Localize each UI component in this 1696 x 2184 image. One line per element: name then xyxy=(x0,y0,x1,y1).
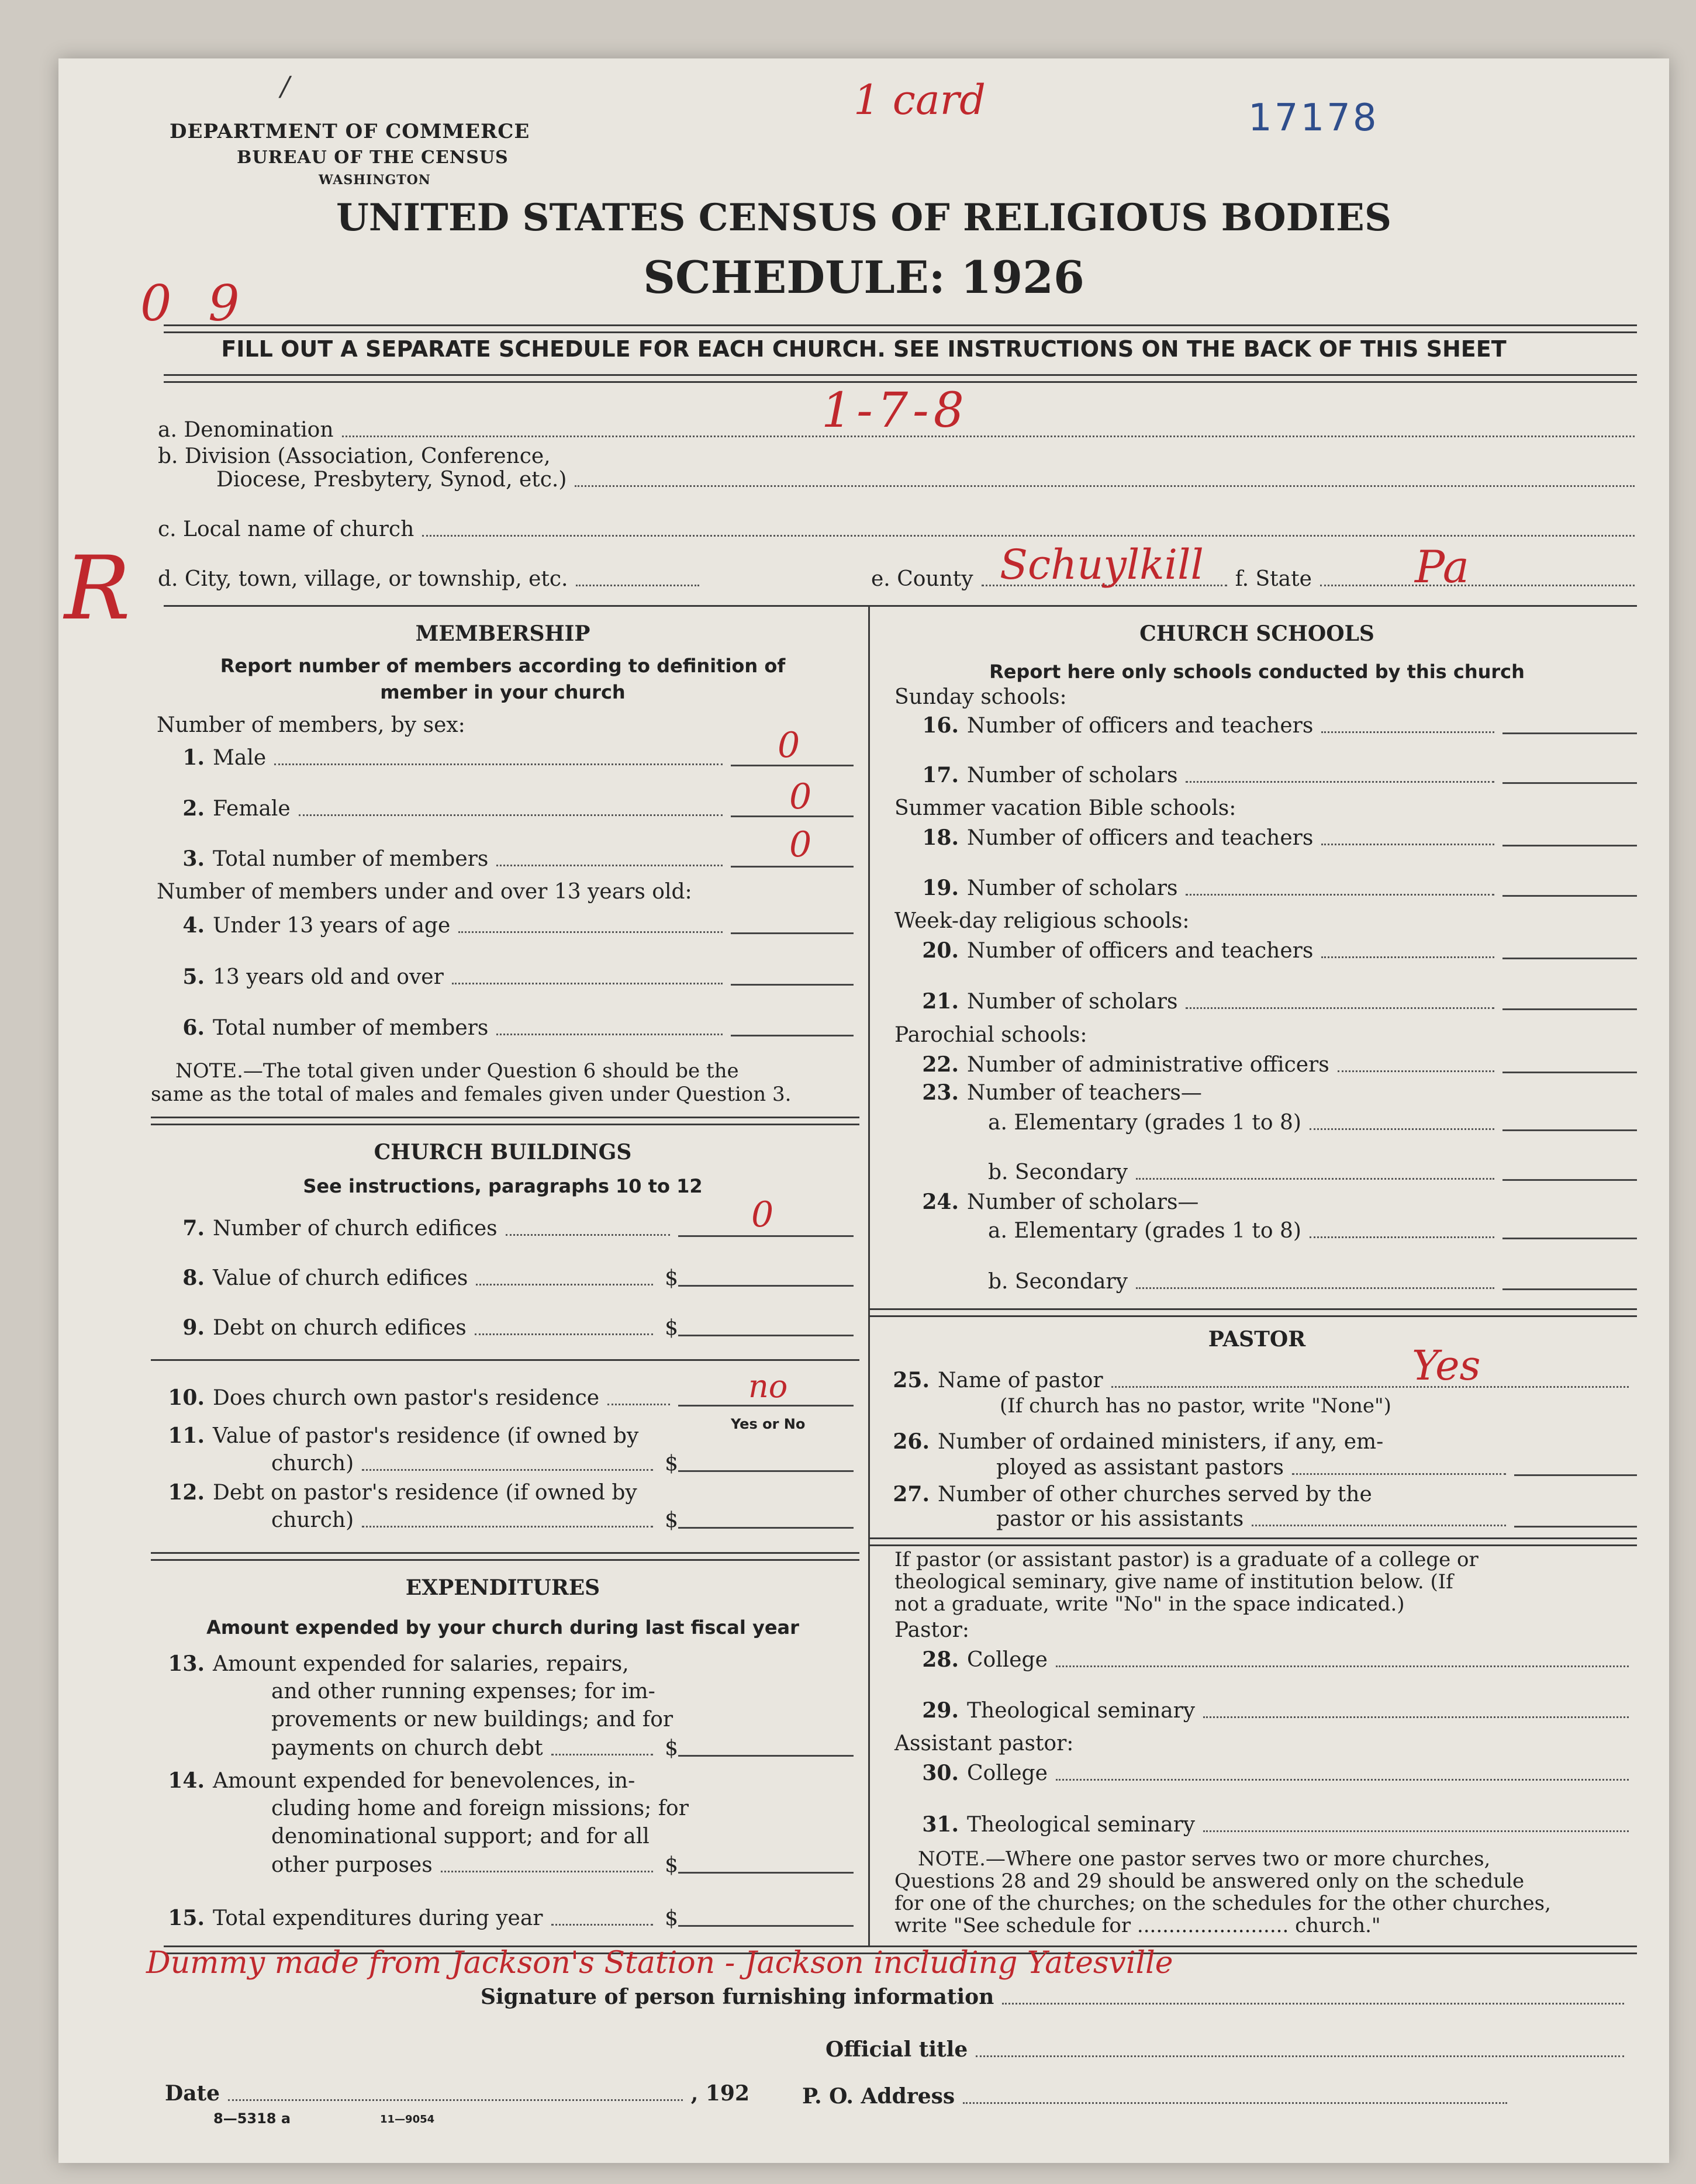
q2-label: Female xyxy=(213,797,291,821)
official-title-label: Official title xyxy=(825,2037,968,2062)
q13-label-3: provements or new buildings; and for xyxy=(271,1708,673,1732)
dotted-line xyxy=(441,1870,653,1872)
po-address-label: P. O. Address xyxy=(802,2084,955,2109)
q4-label: Under 13 years of age xyxy=(213,914,451,938)
q14-label-1: Amount expended for benevolences, in- xyxy=(213,1769,635,1793)
section-rule xyxy=(151,1359,859,1361)
membership-note-2: same as the total of males and females given under Question 3. xyxy=(151,1083,792,1106)
dotted-line xyxy=(1002,2002,1624,2005)
schools-title: CHURCH SCHOOLS xyxy=(1139,621,1374,646)
q13-running-expenses[interactable] xyxy=(271,1736,854,1760)
pastor-note-2: Questions 28 and 29 should be answered only on the schedule xyxy=(894,1869,1525,1893)
q17-sunday-scholars[interactable] xyxy=(918,763,1637,787)
bureau-label: BUREAU OF THE CENSUS xyxy=(237,147,509,168)
signature-label: Signature of person furnishing information xyxy=(481,1985,994,2009)
members-by-sex-text: Number of members, by sex: xyxy=(157,713,465,737)
q21-label: Number of scholars xyxy=(967,990,1178,1014)
division-label-2: Diocese, Presbytery, Synod, etc.) xyxy=(216,468,567,492)
q24b-blank[interactable] xyxy=(1502,1288,1637,1290)
q20-weekday-teachers[interactable] xyxy=(918,938,1637,963)
weekday-schools-label xyxy=(894,909,1189,933)
dotted-line xyxy=(1338,1070,1494,1072)
county-label: e. County xyxy=(871,567,973,591)
dotted-line xyxy=(496,1033,723,1035)
q3-number: 3. xyxy=(182,846,205,871)
q12-label-1: Debt on pastor's residence (if owned by xyxy=(213,1481,637,1505)
pastor-title: PASTOR xyxy=(1208,1327,1306,1352)
signature-value: Dummy made from Jackson's Station - Jackson including Yatesville xyxy=(146,1945,1173,1981)
q26-label-2: ployed as assistant pastors xyxy=(996,1456,1284,1480)
q7-edifices[interactable] xyxy=(164,1216,854,1240)
header-rule-top xyxy=(164,324,1637,333)
dotted-line xyxy=(458,931,723,933)
q3-blank[interactable] xyxy=(731,865,854,868)
dotted-line xyxy=(1186,1007,1494,1009)
q4-number: 4. xyxy=(182,913,205,938)
q18-number: 18. xyxy=(922,825,959,850)
schools-sub: Report here only schools conducted by this church xyxy=(989,661,1525,683)
column-divider xyxy=(868,605,870,1947)
q5-number: 5. xyxy=(182,965,205,989)
dotted-line xyxy=(1321,843,1494,845)
q13-label-4: payments on church debt xyxy=(271,1736,543,1760)
q4-under-13[interactable] xyxy=(164,913,854,938)
q5-13-and-over[interactable] xyxy=(164,965,854,989)
q16-number: 16. xyxy=(922,713,959,738)
q20-number: 20. xyxy=(922,938,959,963)
q8-number: 8. xyxy=(182,1266,205,1290)
field-division[interactable] xyxy=(216,468,1643,492)
q11-label-1: Value of pastor's residence (if owned by xyxy=(213,1424,639,1448)
official-title-field[interactable] xyxy=(825,2037,1632,2062)
membership-title: MEMBERSHIP xyxy=(415,621,590,646)
dotted-line xyxy=(299,814,723,816)
form-number-1: 8—5318 a xyxy=(213,2110,291,2127)
year-prefix: , 192 xyxy=(690,2081,749,2106)
q31-number: 31. xyxy=(922,1812,959,1837)
members-by-age-label xyxy=(157,880,692,904)
dotted-line xyxy=(1321,956,1494,958)
sunday-schools-text: Sunday schools: xyxy=(894,685,1067,709)
dotted-line xyxy=(1186,780,1494,783)
q6-label: Total number of members xyxy=(213,1016,489,1040)
q17-label: Number of scholars xyxy=(967,763,1178,787)
instruction-text: FILL OUT A SEPARATE SCHEDULE FOR EACH CHURCH. SEE INSTRUCTIONS ON THE BACK OF THIS SHEET xyxy=(221,336,1507,362)
q7-value: 0 xyxy=(751,1194,774,1235)
q28-pastor-college[interactable] xyxy=(918,1647,1637,1672)
header-rule-bottom xyxy=(164,374,1637,383)
q23b-blank[interactable] xyxy=(1502,1179,1637,1181)
q28-label: College xyxy=(967,1648,1048,1672)
form-subtitle-text: SCHEDULE: 1926 xyxy=(643,251,1084,303)
q22-number: 22. xyxy=(922,1052,959,1077)
graduate-instruction-1: If pastor (or assistant pastor) is a graduate of a college or xyxy=(894,1548,1479,1571)
parochial-schools-text: Parochial schools: xyxy=(894,1023,1087,1047)
dotted-line xyxy=(1292,1473,1506,1475)
q1-male[interactable] xyxy=(164,745,854,770)
q8-value-edifices[interactable] xyxy=(164,1266,854,1290)
q12-number: 12. xyxy=(168,1480,205,1505)
q13-label-1: Amount expended for salaries, repairs, xyxy=(213,1652,629,1676)
q27-blank[interactable] xyxy=(1514,1525,1637,1528)
weekday-schools-text: Week-day religious schools: xyxy=(894,909,1190,933)
date-field[interactable] xyxy=(165,2081,749,2106)
denomination-label: a. Denomination xyxy=(158,418,334,442)
cards-note: 1 card xyxy=(854,76,986,124)
q14-benevolences[interactable] xyxy=(271,1853,854,1877)
dotted-line xyxy=(362,1468,653,1471)
dollar-sign: $ xyxy=(665,1853,678,1877)
census-schedule-sheet xyxy=(58,58,1669,2163)
pastor-note-3: for one of the churches; on the schedules for the other churches, xyxy=(894,1892,1551,1915)
dotted-line xyxy=(1186,893,1494,896)
q23-label: Number of teachers— xyxy=(967,1081,1202,1105)
q8-label: Value of church edifices xyxy=(213,1266,468,1290)
county-value: Schuylkill xyxy=(1000,541,1204,589)
q27-label-2: pastor or his assistants xyxy=(996,1507,1244,1531)
dotted-line xyxy=(1056,1778,1629,1781)
q12-line1 xyxy=(164,1480,637,1505)
dotted-line xyxy=(1056,1665,1629,1667)
dotted-line xyxy=(963,2102,1507,2104)
members-by-sex-label xyxy=(157,713,465,737)
q11-label-2: church) xyxy=(271,1452,354,1475)
q6-blank[interactable] xyxy=(731,1034,854,1036)
q5-blank[interactable] xyxy=(731,983,854,986)
dotted-line xyxy=(576,584,699,586)
q22-blank[interactable] xyxy=(1502,1071,1637,1073)
form-title-text: UNITED STATES CENSUS OF RELIGIOUS BODIES xyxy=(336,196,1392,240)
q25-pastor-name[interactable] xyxy=(889,1368,1637,1392)
dollar-sign: $ xyxy=(665,1508,678,1532)
section-rule xyxy=(151,1117,859,1125)
dotted-line xyxy=(274,763,723,765)
dotted-line xyxy=(1136,1287,1494,1289)
q25-label: Name of pastor xyxy=(938,1369,1103,1392)
q16-blank[interactable] xyxy=(1502,732,1637,734)
q26-blank[interactable] xyxy=(1514,1474,1637,1476)
dollar-sign: $ xyxy=(665,1736,678,1760)
q22-label: Number of administrative officers xyxy=(967,1053,1329,1077)
q14-label-4: other purposes xyxy=(271,1853,433,1877)
dotted-line xyxy=(476,1283,653,1285)
membership-sub-1: Report number of members according to definition of xyxy=(220,655,786,677)
summer-schools-text: Summer vacation Bible schools: xyxy=(894,796,1236,820)
q15-total-expenditures[interactable] xyxy=(164,1906,854,1930)
q2-female[interactable] xyxy=(164,796,854,821)
q27-other-churches[interactable] xyxy=(996,1507,1637,1531)
q13-blank[interactable] xyxy=(678,1754,854,1757)
q6-number: 6. xyxy=(182,1015,205,1040)
q2-number: 2. xyxy=(182,796,205,821)
form-title xyxy=(58,196,1669,240)
dotted-line xyxy=(1321,731,1494,733)
dotted-line xyxy=(1252,1524,1506,1526)
department-label: DEPARTMENT OF COMMERCE xyxy=(170,120,530,143)
q9-number: 9. xyxy=(182,1315,205,1340)
q21-weekday-scholars[interactable] xyxy=(918,989,1637,1014)
q9-debt-edifices[interactable] xyxy=(164,1315,854,1340)
q14-line1 xyxy=(164,1768,635,1793)
q9-blank[interactable] xyxy=(678,1334,854,1336)
q1-number: 1. xyxy=(182,745,205,770)
expenditures-sub: Amount expended by your church during last fiscal year xyxy=(206,1616,799,1639)
dotted-line xyxy=(1111,1385,1629,1388)
q14-label-2: cluding home and foreign missions; for xyxy=(271,1796,689,1820)
q18-label: Number of officers and teachers xyxy=(967,826,1314,850)
q23a-label: a. Elementary (grades 1 to 8) xyxy=(988,1111,1301,1135)
q9-label: Debt on church edifices xyxy=(213,1316,467,1340)
q29-number: 29. xyxy=(922,1698,959,1723)
q24a-label: a. Elementary (grades 1 to 8) xyxy=(988,1219,1301,1243)
q28-number: 28. xyxy=(922,1647,959,1672)
q2-value: 0 xyxy=(789,776,812,817)
q24b-secondary[interactable] xyxy=(988,1270,1637,1294)
q29-label: Theological seminary xyxy=(967,1699,1196,1723)
q23-number: 23. xyxy=(922,1080,959,1105)
q13-line3 xyxy=(271,1708,673,1732)
q21-number: 21. xyxy=(922,989,959,1014)
field-local-name[interactable] xyxy=(158,517,1643,541)
q6-total[interactable] xyxy=(164,1015,854,1040)
state-value: Pa xyxy=(1415,541,1470,593)
q3-label: Total number of members xyxy=(213,847,489,871)
q25-value: Yes xyxy=(1412,1342,1481,1390)
form-number-2: 11—9054 xyxy=(380,2113,435,2126)
stamp-number: 17178 xyxy=(1248,96,1379,140)
dollar-sign: $ xyxy=(665,1266,678,1290)
dotted-line xyxy=(506,1233,670,1236)
q11-value-residence[interactable] xyxy=(271,1452,854,1475)
dotted-line xyxy=(1203,1830,1629,1832)
q24-label: Number of scholars— xyxy=(967,1190,1199,1214)
dotted-line xyxy=(551,1753,654,1756)
q16-label: Number of officers and teachers xyxy=(967,714,1314,738)
q26-number: 26. xyxy=(893,1429,930,1454)
q24a-blank[interactable] xyxy=(1502,1237,1637,1239)
q27-line1 xyxy=(889,1482,1372,1506)
denomination-code: 1-7-8 xyxy=(821,383,969,438)
q21-blank[interactable] xyxy=(1502,1008,1637,1010)
section-rule xyxy=(870,1308,1637,1317)
dotted-line xyxy=(1310,1128,1494,1130)
q10-label: Does church own pastor's residence xyxy=(213,1386,600,1410)
dollar-sign: $ xyxy=(665,1906,678,1930)
expenditures-title: EXPENDITURES xyxy=(405,1575,600,1600)
q12-label-2: church) xyxy=(271,1508,354,1532)
field-division-line1 xyxy=(158,444,551,468)
field-city[interactable] xyxy=(158,567,707,591)
q23b-label: b. Secondary xyxy=(988,1160,1128,1184)
q13-line2 xyxy=(271,1680,655,1703)
state-label: f. State xyxy=(1235,567,1312,591)
q23b-secondary[interactable] xyxy=(988,1160,1637,1184)
q13-number: 13. xyxy=(168,1651,205,1676)
q1-label: Male xyxy=(213,746,267,770)
q16-sunday-teachers[interactable] xyxy=(918,713,1637,738)
q12-debt-residence[interactable] xyxy=(271,1508,854,1532)
dotted-line xyxy=(551,1923,654,1926)
po-address-field[interactable] xyxy=(802,2084,1515,2109)
dotted-line xyxy=(362,1525,653,1528)
dotted-line xyxy=(496,864,723,866)
q11-line1 xyxy=(164,1423,638,1448)
q26-assistant-pastors[interactable] xyxy=(996,1456,1637,1480)
buildings-sub: See instructions, paragraphs 10 to 12 xyxy=(303,1175,703,1197)
sunday-schools-label xyxy=(894,685,1067,709)
division-label-1: b. Division (Association, Conference, xyxy=(158,444,551,468)
q19-number: 19. xyxy=(922,876,959,900)
q26-label-1: Number of ordained ministers, if any, em- xyxy=(938,1430,1384,1454)
q17-number: 17. xyxy=(922,763,959,787)
dotted-line xyxy=(1320,584,1635,586)
dotted-line xyxy=(422,534,1635,537)
dotted-line xyxy=(1203,1716,1629,1718)
date-label: Date xyxy=(165,2081,220,2106)
q19-blank[interactable] xyxy=(1502,894,1637,897)
local-name-label: c. Local name of church xyxy=(158,517,414,541)
tick-mark: / xyxy=(281,70,290,102)
signature-field[interactable] xyxy=(481,1985,1632,2009)
q11-blank[interactable] xyxy=(678,1470,854,1472)
q12-blank[interactable] xyxy=(678,1526,854,1529)
q5-label: 13 years old and over xyxy=(213,965,444,989)
q7-number: 7. xyxy=(182,1216,205,1240)
pastor-note-1: NOTE.—Where one pastor serves two or more churches, xyxy=(918,1847,1491,1871)
form-subtitle xyxy=(58,251,1669,303)
q11-number: 11. xyxy=(168,1423,205,1448)
q19-label: Number of scholars xyxy=(967,876,1178,900)
q19-summer-scholars[interactable] xyxy=(918,876,1637,900)
q4-blank[interactable] xyxy=(731,932,854,934)
dotted-line xyxy=(976,2055,1624,2057)
q10-number: 10. xyxy=(168,1385,205,1410)
q1-value: 0 xyxy=(778,725,800,766)
graduate-instruction-3: not a graduate, write "No" in the space indicated.) xyxy=(894,1592,1405,1616)
section-rule xyxy=(151,1552,859,1561)
membership-sub-2: member in your church xyxy=(380,681,626,703)
q26-line1 xyxy=(889,1429,1383,1454)
q24b-label: b. Secondary xyxy=(988,1270,1128,1294)
dotted-line xyxy=(475,1333,653,1335)
q13-line1 xyxy=(164,1651,629,1676)
dotted-line xyxy=(575,485,1635,487)
assistant-pastor-sublabel-text: Assistant pastor: xyxy=(894,1732,1074,1756)
q18-blank[interactable] xyxy=(1502,844,1637,846)
q14-label-3: denominational support; and for all xyxy=(271,1824,650,1848)
q18-summer-teachers[interactable] xyxy=(918,825,1637,850)
q13-label-2: and other running expenses; for im- xyxy=(271,1680,655,1703)
q25-number: 25. xyxy=(893,1368,930,1392)
q20-blank[interactable] xyxy=(1502,957,1637,959)
washington-label: WASHINGTON xyxy=(319,172,431,188)
q23a-elementary[interactable] xyxy=(988,1111,1637,1135)
q30-assistant-college[interactable] xyxy=(918,1761,1637,1785)
q8-blank[interactable] xyxy=(678,1284,854,1287)
q14-blank[interactable] xyxy=(678,1871,854,1874)
dotted-line xyxy=(452,982,723,984)
r-mark: R xyxy=(64,538,130,640)
field-county[interactable] xyxy=(871,567,1643,591)
q25-note: (If church has no pastor, write "None") xyxy=(1000,1394,1391,1418)
members-by-age-text: Number of members under and over 13 years old: xyxy=(157,880,692,904)
pastor-note-4: write "See schedule for ........................ church." xyxy=(894,1914,1381,1937)
q14-line2 xyxy=(271,1796,689,1820)
q14-line3 xyxy=(271,1824,650,1848)
dollar-sign: $ xyxy=(665,1452,678,1475)
q30-label: College xyxy=(967,1761,1048,1785)
membership-note-1: NOTE.—The total given under Question 6 should be the xyxy=(175,1059,739,1083)
q29-pastor-seminary[interactable] xyxy=(918,1698,1637,1723)
q22-admin-officers[interactable] xyxy=(918,1052,1637,1077)
q24-scholars-label xyxy=(918,1190,1198,1214)
q23-teachers-label xyxy=(918,1080,1202,1105)
pastor-sublabel xyxy=(894,1618,969,1642)
q17-blank[interactable] xyxy=(1502,782,1637,784)
q24a-elementary[interactable] xyxy=(988,1219,1637,1243)
q24-number: 24. xyxy=(922,1190,959,1214)
section-rule xyxy=(870,1537,1637,1546)
dotted-line xyxy=(1310,1236,1494,1238)
q15-number: 15. xyxy=(168,1906,205,1930)
instruction-line xyxy=(58,336,1669,362)
dotted-line xyxy=(607,1403,670,1405)
q15-label: Total expenditures during year xyxy=(213,1906,543,1930)
pastor-sublabel-text: Pastor: xyxy=(894,1618,970,1642)
q3-total[interactable] xyxy=(164,846,854,871)
q30-number: 30. xyxy=(922,1761,959,1785)
dollar-sign: $ xyxy=(665,1316,678,1340)
section-rule xyxy=(164,605,1637,607)
q3-value: 0 xyxy=(789,824,812,865)
q23a-blank[interactable] xyxy=(1502,1129,1637,1131)
parochial-schools-label xyxy=(894,1023,1087,1047)
q27-number: 27. xyxy=(893,1482,930,1506)
summer-schools-label xyxy=(894,796,1236,820)
q31-label: Theological seminary xyxy=(967,1813,1196,1837)
yes-or-no-hint: Yes or No xyxy=(731,1416,806,1432)
buildings-title: CHURCH BUILDINGS xyxy=(374,1140,632,1164)
dotted-line xyxy=(1136,1177,1494,1180)
q15-blank[interactable] xyxy=(678,1924,854,1927)
q31-assistant-seminary[interactable] xyxy=(918,1812,1637,1837)
code-note: 0 9 xyxy=(140,275,250,332)
q10-value: no xyxy=(748,1368,788,1405)
dotted-line xyxy=(228,2099,683,2101)
q14-number: 14. xyxy=(168,1768,205,1793)
assistant-pastor-sublabel xyxy=(894,1732,1073,1756)
q20-label: Number of officers and teachers xyxy=(967,939,1314,963)
dotted-line xyxy=(342,435,1635,437)
q7-label: Number of church edifices xyxy=(213,1217,498,1240)
city-label: d. City, town, village, or township, etc. xyxy=(158,567,568,591)
q27-label-1: Number of other churches served by the xyxy=(938,1483,1372,1506)
graduate-instruction-2: theological seminary, give name of institution below. (If xyxy=(894,1570,1453,1594)
